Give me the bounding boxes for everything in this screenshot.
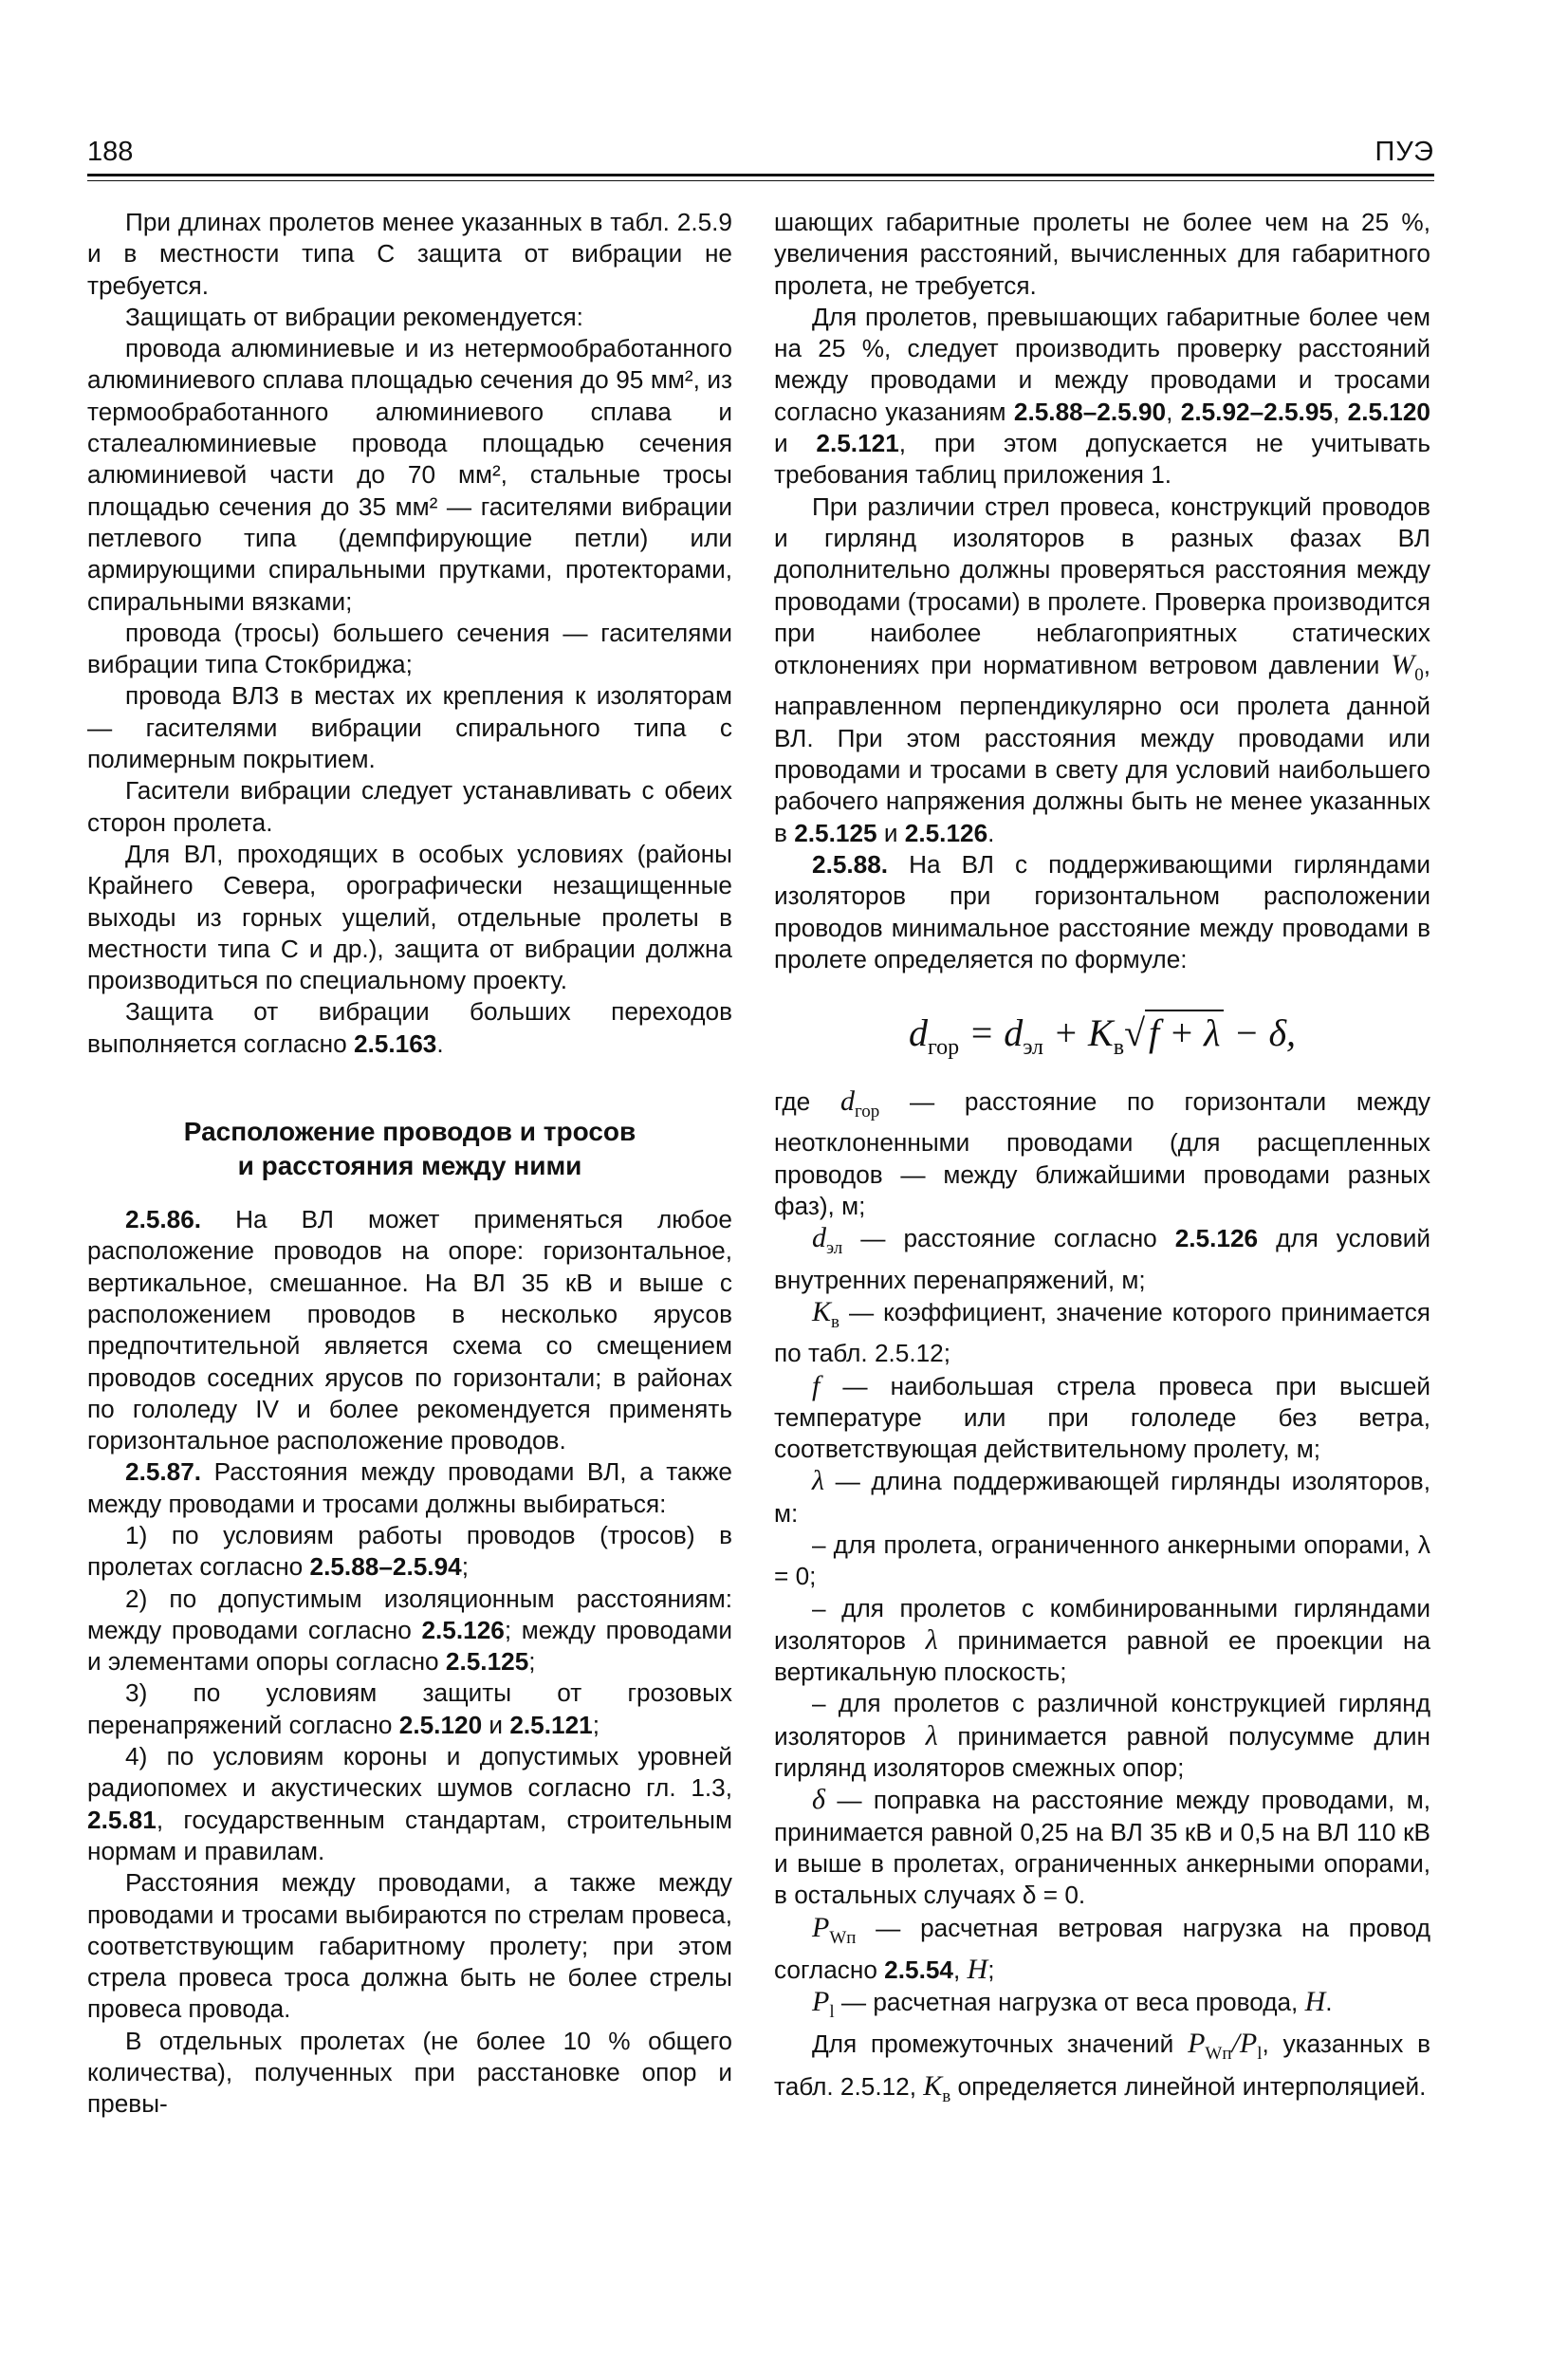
paragraph: Гасители вибрации следует устанавливать с обеих сторон пролета.: [87, 776, 732, 837]
definition: $K_в$ — коэффициент, значение которого принимается по табл. 2.5.12;: [774, 1295, 1430, 1368]
paragraph: При длинах пролетов менее указанных в табл. 2.5.9 и в местности типа С защита от вибрации не требуется.: [87, 208, 732, 300]
definition: – для пролетов с комбинированными гирляндами изоляторов λ принимается равной ее проекции на вертикальную плоскость;: [774, 1593, 1431, 1687]
paragraph: Расстояния между проводами, а также между проводами и тросами выбираются по стрелам провеса, соответствующим габаритному пролету; при этом стрела провеса троса должна быть не более стрелы провеса провода.: [87, 1868, 732, 2024]
paragraph: Защита от вибрации больших переходов выполняется согласно 2.5.163.: [87, 997, 732, 1058]
paragraph: Для промежуточных значений $P_{Wп}/P_l$, указанных в табл. 2.5.12, $K_в$ определяется линейной интерполяцией.: [774, 2028, 1430, 2106]
formula: $d_{гор} = d_{эл} + K_в√$ f + λ − δ,: [908, 1011, 1297, 1061]
definition: λ — длина поддерживающей гирлянды изоляторов, м:: [774, 1465, 1430, 1528]
list-item: 1) по условиям работы проводов (тросов) в пролетах согласно 2.5.88–2.5.94;: [87, 1520, 732, 1582]
paragraph: шающих габаритные пролеты не более чем на 25 %, увеличения расстояний, вычисленных для габаритного пролета, не требуется.: [774, 208, 1430, 300]
right-column: [774, 207, 1430, 2112]
clause-number: 2.5.86.: [125, 1205, 202, 1234]
list-item: 2) по допустимым изоляционным расстояниям: между проводами согласно 2.5.126; между проводами и элементами опоры согласно 2.5.125;: [87, 1584, 732, 1677]
list-item: 3) по условиям защиты от грозовых перенапряжений согласно 2.5.120 и 2.5.121;: [87, 1678, 732, 1739]
cross-reference: 2.5.88–2.5.90: [1013, 397, 1167, 426]
paragraph: В отдельных пролетах (не более 10 % общего количества), полученных при расстановке опор и превы-: [87, 2026, 732, 2119]
header-rule-thin: [87, 180, 1434, 181]
cross-reference: 2.5.92–2.5.95: [1180, 397, 1333, 426]
cross-reference: 2.5.126: [1174, 1224, 1259, 1253]
paragraph: При различии стрел провеса, конструкций проводов и гирлянд изоляторов в разных фазах ВЛ дополнительно должны проверяться расстояния между проводами (тросами) в пролете. Проверка производится при наиболее неблагоприятных статических отклонениях при нормативном ветровом давлении $W_0$, направленном перпендикулярно оси пролета данной ВЛ. При этом расстояния между проводами или проводами и тросами в свету для условий наибольшего рабочего напряжения должны быть не менее указанных в 2.5.125 и 2.5.126.: [774, 491, 1430, 847]
cross-reference: 2.5.126: [904, 818, 988, 847]
definition: $d_{эл}$ — расстояние согласно 2.5.126 для условий внутренних перенапряжений, м;: [774, 1222, 1430, 1294]
definition: δ — поправка на расстояние между проводами, м, принимается равной 0,25 на ВЛ 35 кВ и 0,5 на ВЛ 110 кВ и выше в пролетах, ограниченных анкерными опорами, в остальных случаях δ = 0.: [774, 1784, 1430, 1910]
cross-reference: 2.5.81: [87, 1805, 157, 1834]
paragraph: провода ВЛЗ в местах их крепления к изоляторам — гасителями вибрации спирального типа с полимерным покрытием.: [87, 681, 732, 774]
paragraph: провода алюминиевые и из нетермообработанного алюминиевого сплава площадью сечения до 95 мм², из термообработанного алюминиевого сплава и сталеалюминиевые провода площадью сечения алюминиевой части до 70 мм², стальные тросы площадью сечения до 35 мм² — гасителями вибрации петлевого типа (демпфирующие петли) или армирующими спиральными прутками, протекторами, спиральными вязками;: [87, 334, 732, 616]
paragraph: 2.5.88. На ВЛ с поддерживающими гирляндами изоляторов при горизонтальном расположении проводов минимальное расстояние между проводами в пролете определяется по формуле:: [774, 849, 1430, 973]
paragraph: 2.5.86. На ВЛ может применяться любое расположение проводов на опоре: горизонтальное, вертикальное, смешанное. На ВЛ 35 кВ и выше с расположением проводов в несколько ярусов предпочтительной является схема со смещением проводов соседних ярусов по горизонтали; в районах по гололеду IV и более рекомендуется применять горизонтальное расположение проводов.: [87, 1205, 732, 1455]
cross-reference: 2.5.120: [398, 1710, 483, 1739]
sqrt-sign: √: [1124, 1011, 1146, 1055]
cross-reference: 2.5.126: [421, 1615, 505, 1644]
paragraph: Для ВЛ, проходящих в особых условиях (районы Крайнего Севера, орографически незащищенные выходы из горных ущелий, отдельные пролеты в местности типа С и др.), защита от вибрации должна производиться по специальному проекту.: [87, 839, 732, 995]
list-item: 4) по условиям короны и допустимых уровней радиопомех и акустических шумов согласно гл. 1.3, 2.5.81, государственным стандартам, строительным нормам и правилам.: [87, 1742, 732, 1865]
page-header: [87, 137, 1434, 175]
paragraph: 2.5.87. Расстояния между проводами ВЛ, а также между проводами и тросами должны выбираться:: [87, 1457, 732, 1518]
definition: где $d_{гор}$ — расстояние по горизонтали между неотклоненными проводами (для расщепленных проводов — между ближайшими проводами разных фаз), м;: [774, 1085, 1430, 1221]
definition: $P_{Wп}$ — расчетная ветровая нагрузка на провод согласно 2.5.54, Н;: [774, 1911, 1430, 1985]
clause-number: 2.5.87.: [125, 1457, 202, 1487]
cross-reference: 2.5.121: [509, 1710, 593, 1739]
radicand: f + λ: [1145, 1010, 1224, 1054]
definition: f — наибольшая стрела провеса при высшей температуре или при гололеде без ветра, соответствующая действительному пролету, м;: [774, 1369, 1430, 1464]
cross-reference: 2.5.88–2.5.94: [309, 1552, 462, 1582]
page-number: 188: [87, 137, 134, 167]
running-title: ПУЭ: [1374, 137, 1434, 167]
left-column: [87, 207, 732, 2121]
cross-reference: 2.5.125: [445, 1647, 529, 1677]
cross-reference: 2.5.163: [353, 1029, 437, 1058]
symbol-w0: $W_0$: [1391, 649, 1424, 686]
cross-reference: 2.5.121: [816, 429, 899, 458]
cross-reference: 2.5.125: [794, 818, 877, 847]
definition: $P_l$ — расчетная нагрузка от веса провода, Н.: [812, 1986, 1333, 2023]
clause-number: 2.5.88.: [812, 849, 889, 879]
cross-reference: 2.5.120: [1347, 397, 1430, 426]
header-rule-thick: [87, 174, 1434, 176]
paragraph: провода (тросы) большего сечения — гасителями вибрации типа Стокбриджа;: [87, 618, 732, 679]
paragraph: Для пролетов, превышающих габаритные более чем на 25 %, следует производить проверку расстояний между проводами и между проводами и тросами согласно указаниям 2.5.88–2.5.90, 2.5.92–2.5.95, 2.5.120 и 2.5.121, при этом допускается не учитывать требования таблиц приложения 1.: [774, 302, 1430, 490]
section-heading: Расположение проводов и тросов и расстояния между ними: [183, 1117, 636, 1181]
cross-reference: 2.5.54: [884, 1955, 953, 1984]
definition: – для пролетов с различной конструкцией гирлянд изоляторов λ принимается равной полусумме длин гирлянд изоляторов смежных опор;: [774, 1689, 1430, 1783]
paragraph: Защищать от вибрации рекомендуется:: [125, 302, 583, 331]
definition: – для пролета, ограниченного анкерными опорами, λ = 0;: [774, 1529, 1430, 1591]
